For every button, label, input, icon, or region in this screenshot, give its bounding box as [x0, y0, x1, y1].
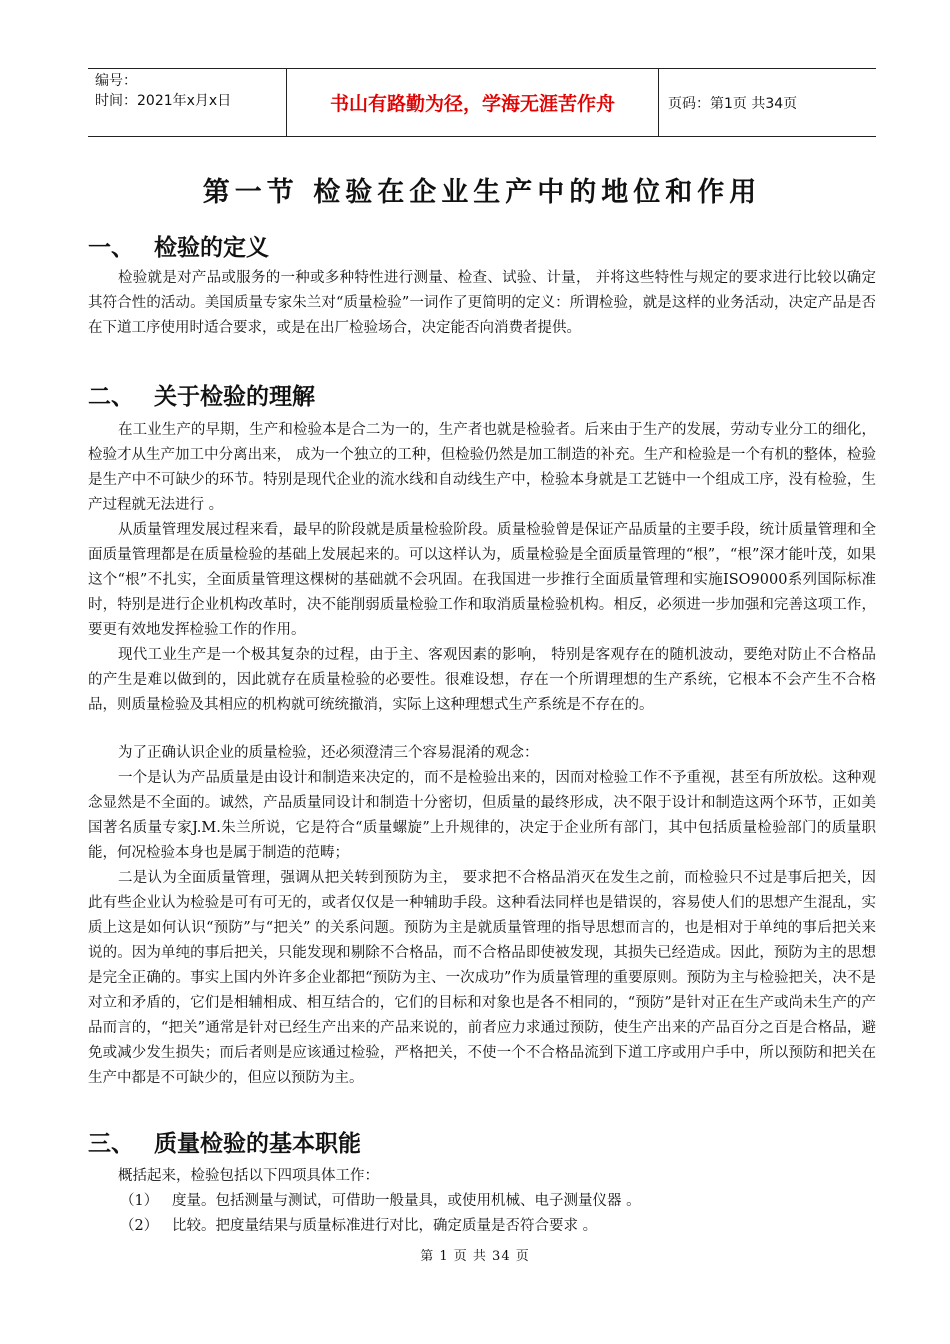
header-page-info: 页码：第1页 共34页 [668, 95, 798, 112]
section-heading [88, 378, 315, 411]
section-title: 检验的定义 [154, 235, 269, 261]
paragraph: 二是认为全面质量管理，强调从把关转到预防为主， 要求把不合格品消灭在发生之前，而检验只不过是事后把关，因此有些企业认为检验是可有可无的，或者仅仅是一种辅助手段。这种看法同样也是错误的，容易使人们的思想产生混乱，实质上这是如何认识“预防”与“把关” 的关系问题。预防为主是就质量管理的指导思想而言的，也是相对于单纯的事后把关来说的。因为单纯的事后把关，只能发现和剔除不合格品，而不合格品即使被发现，其损失已经造成。因此，预防为主的思想是完全正确的。事实上国内外许多企业都把“预防为主、一次成功”作为质量管理的重要原则。预防为主与检验把关，决不是对立和矛盾的，它们是相辅相成、相互结合的，它们的目标和对象也是各不相同的，“预防”是针对正在生产或尚未生产的产品而言的，“把关”通常是针对已经生产出来的产品来说的，前者应力求通过预防，使生产出来的产品百分之百是合格品，避免或减少发生损失；而后者则是应该通过检验，严格把关，不使一个不合格品流到下道工序或用户手中，所以预防和把关在生产中都是不可缺少的，但应以预防为主。 [88, 870, 876, 1086]
list-item [120, 1214, 597, 1239]
section-number: 二、 [88, 384, 134, 410]
list-item [120, 1189, 641, 1214]
paragraph: 为了正确认识企业的质量检验，还必须澄清三个容易混淆的观念： [118, 745, 539, 761]
document-title: 第一节 检验在企业生产中的地位和作用 [202, 177, 762, 208]
section-number: 三、 [88, 1131, 134, 1157]
section-heading [88, 1125, 361, 1158]
section-heading [88, 229, 269, 262]
page-footer: 第 1 页 共 34 页 [420, 1249, 530, 1264]
section-title: 关于检验的理解 [154, 384, 315, 410]
document-number: 编号： [95, 73, 137, 89]
header-meta [88, 69, 287, 136]
list-item-index: （1） [120, 1193, 159, 1209]
list-item-text: 度量。包括测量与测试，可借助一般量具，或使用机械、电子测量仪器 。 [172, 1193, 641, 1209]
section-number: 一、 [88, 235, 134, 261]
paragraph: 在工业生产的早期，生产和检验本是合二为一的，生产者也就是检验者。后来由于生产的发展，劳动专业分工的细化，检验才从生产加工中分离出来， 成为一个独立的工种，但检验仍然是加工制造的补充。生产和检验是一个有机的整体，检验是生产中不可缺少的环节。特别是现代企业的流水线和自动线生产中，检验本身就是工艺链中一个组成工序，没有检验，生产过程就无法进行 。 [88, 422, 876, 513]
document-time: 时间：2021年x月x日 [95, 93, 232, 109]
list-item-index: （2） [120, 1218, 159, 1234]
paragraph: 概括起来，检验包括以下四项具体工作： [118, 1168, 379, 1184]
list-item-text: 比较。把度量结果与质量标准进行对比，确定质量是否符合要求 。 [172, 1218, 598, 1234]
page-header [88, 68, 876, 137]
paragraph: 现代工业生产是一个极其复杂的过程，由于主、客观因素的影响， 特别是客观存在的随机波动，要绝对防止不合格品的产生是难以做到的，因此就存在质量检验的必要性。很难设想，存在一个所谓理想的生产系统，它根本不会产生不合格品，则质量检验及其相应的机构就可统统撤消，实际上这种理想式生产系统是不存在的。 [88, 647, 876, 713]
paragraph: 一个是认为产品质量是由设计和制造来决定的，而不是检验出来的，因而对检验工作不予重视，甚至有所放松。这种观念显然是不全面的。诚然，产品质量同设计和制造十分密切，但质量的最终形成，决不限于设计和制造这两个环节，正如美国著名质量专家J.M.朱兰所说，它是符合“质量螺旋”上升规律的，决定于企业所有部门，其中包括质量检验部门的质量职能，何况检验本身也是属于制造的范畴； [88, 770, 876, 861]
paragraph: 从质量管理发展过程来看，最早的阶段就是质量检验阶段。质量检验曾是保证产品质量的主要手段，统计质量管理和全面质量管理都是在质量检验的基础上发展起来的。可以这样认为，质量检验是全面质量管理的“根”，“根”深才能叶茂，如果这个“根”不扎实，全面质量管理这棵树的基础就不会巩固。在我国进一步推行全面质量管理和实施ISO9000系列国际标准时，特别是进行企业机构改革时，决不能削弱质量检验工作和取消质量检验机构。相反，必须进一步加强和完善这项工作，要更有效地发挥检验工作的作用。 [88, 522, 876, 638]
section-title: 质量检验的基本职能 [154, 1131, 361, 1157]
paragraph: 检验就是对产品或服务的一种或多种特性进行测量、检查、试验、计量， 并将这些特性与规定的要求进行比较以确定其符合性的活动。美国质量专家朱兰对“质量检验”一词作了更简明的定义：所谓检验，就是这样的业务活动，决定产品是否在下道工序使用时适合要求，或是在出厂检验场合，决定能否向消费者提供。 [88, 270, 876, 336]
header-motto: 书山有路勤为径，学海无涯苦作舟 [287, 69, 659, 136]
